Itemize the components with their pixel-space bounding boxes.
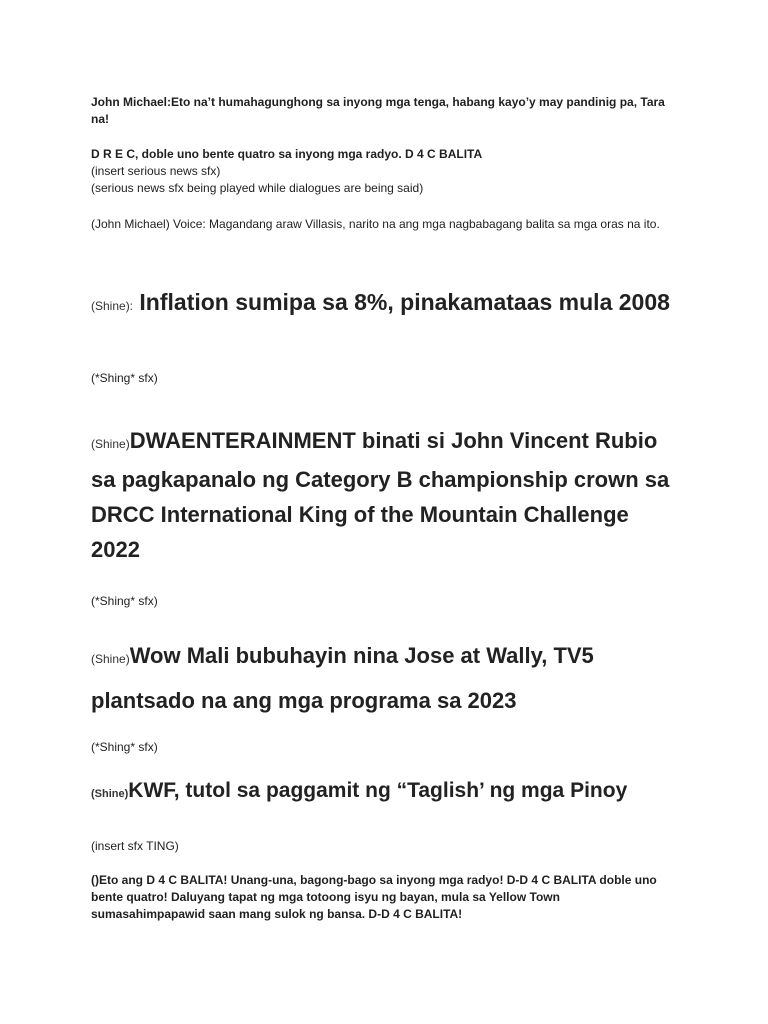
headline-text: DWAENTERAINMENT binati si John Vincent Rubio sa pagkapanalo ng Category B championship crown sa DRCC International King of the Mountain Challenge 2022 [91, 428, 670, 562]
news-headline-1 [91, 285, 676, 324]
sfx-note: (insert serious news sfx) [91, 164, 221, 178]
speaker-label: (Shine) [91, 652, 130, 666]
speaker-label: (Shine) [91, 788, 129, 800]
intro-text: John Michael:Eto na’t humahagunghong sa inyong mga tenga, habang kayo’y may pandinig pa, Tara na! [91, 95, 665, 126]
drec-paragraph [91, 146, 676, 197]
sfx-cue-1 [91, 370, 676, 387]
news-headline-3 [91, 635, 676, 722]
speaker-label: (Shine) [91, 437, 130, 451]
speaker-label: (Shine): [91, 299, 134, 313]
sfx-text: (*Shing* sfx) [91, 594, 158, 608]
sfx-text: (*Shing* sfx) [91, 740, 158, 754]
sfx-cue-4 [91, 838, 676, 855]
voice-text: (John Michael) Voice: Magandang araw Villasis, narito na ang mga nagbabagang balita sa mga oras na ito. [91, 217, 660, 231]
sfx-cue-3 [91, 739, 676, 756]
news-headline-4 [91, 776, 676, 809]
sfx-cue-2 [91, 593, 676, 610]
voice-paragraph [91, 216, 676, 233]
intro-paragraph [91, 94, 676, 128]
sfx-text: (*Shing* sfx) [91, 371, 158, 385]
headline-text: Wow Mali bubuhayin nina Jose at Wally, TV5 plantsado na ang mga programa sa 2023 [91, 643, 594, 713]
outro-text: ()Eto ang D 4 C BALITA! Unang-una, bagong-bago sa inyong mga radyo! D-D 4 C BALITA doble uno bente quatro! Daluyang tapat ng mga totoong isyu ng bayan, mula sa Yellow Town sumasahimpapawid saan mang sulok ng bansa. D-D 4 C BALITA! [91, 873, 657, 921]
outro-paragraph [91, 872, 676, 923]
headline-text: KWF, tutol sa paggamit ng “Taglish’ ng mga Pinoy [128, 779, 628, 802]
sfx-note: (serious news sfx being played while dialogues are being said) [91, 181, 424, 195]
headline-text: Inflation sumipa sa 8%, pinakamataas mula 2008 [139, 289, 670, 315]
sfx-text: (insert sfx TING) [91, 839, 179, 853]
drec-line: D R E C, doble uno bente quatro sa inyong mga radyo. D 4 C BALITA [91, 147, 483, 161]
news-headline-2 [91, 423, 676, 567]
